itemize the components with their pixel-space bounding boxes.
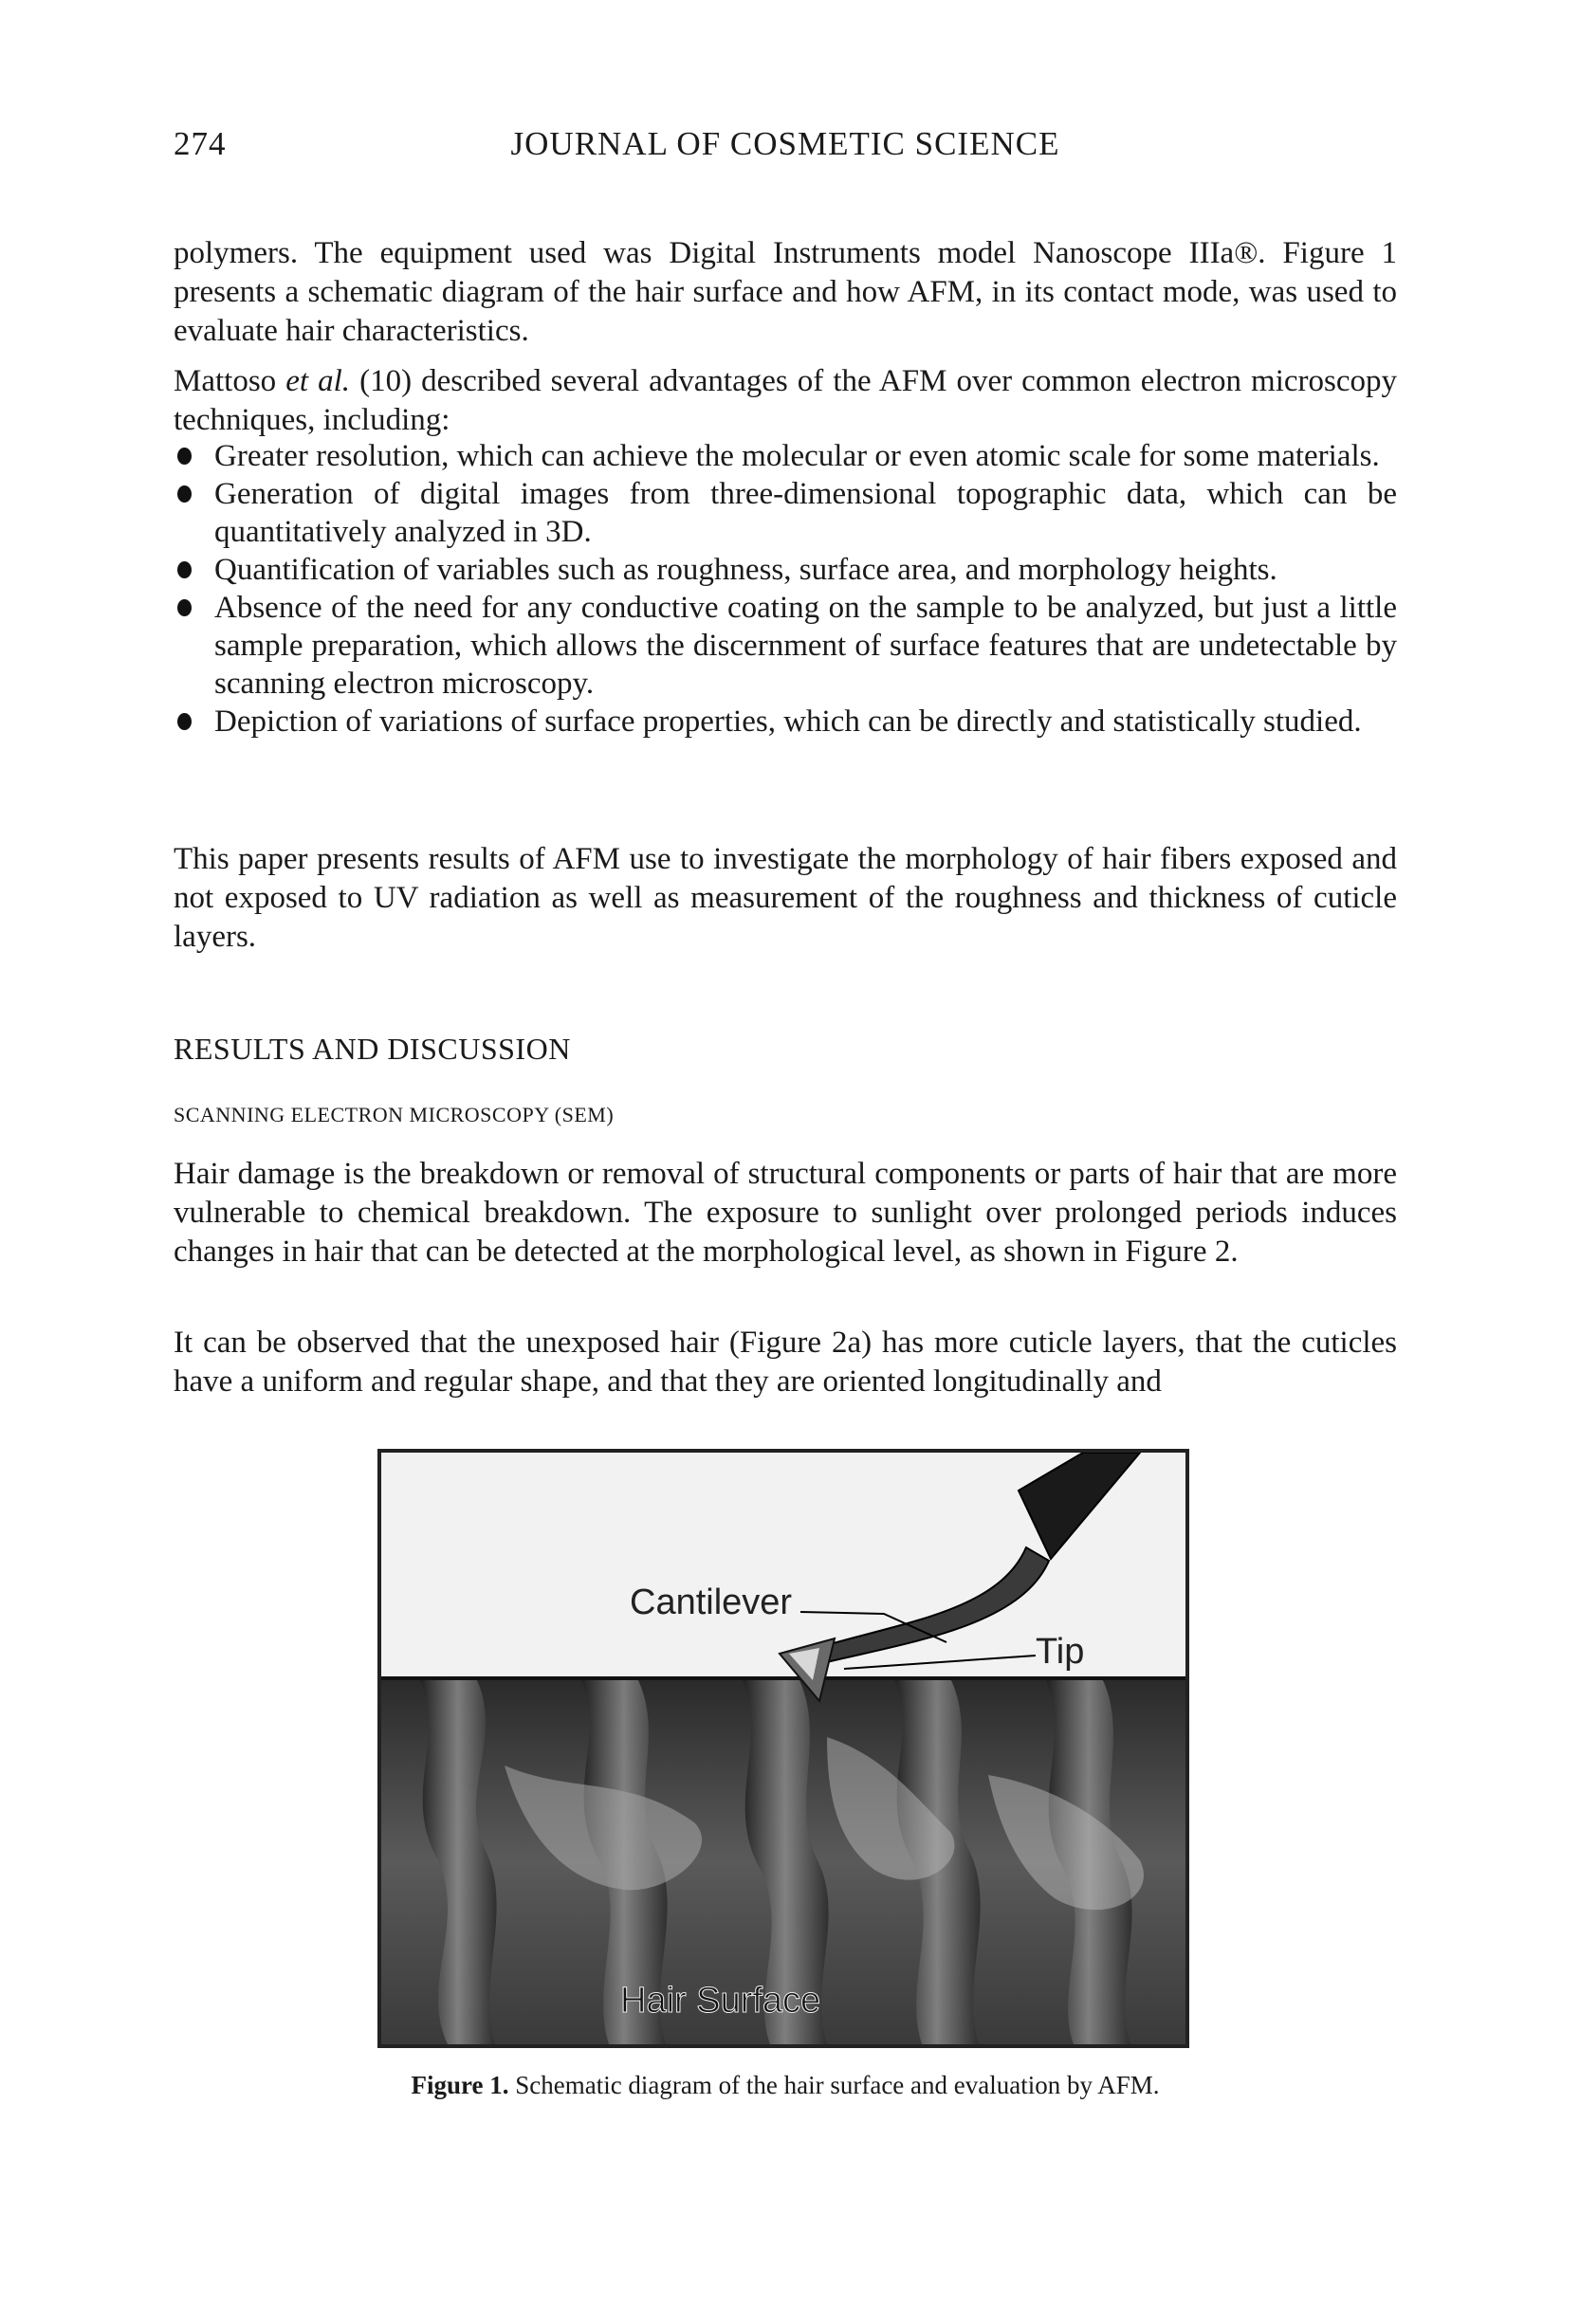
list-item bbox=[174, 551, 1397, 589]
subsection-heading: SCANNING ELECTRON MICROSCOPY (SEM) bbox=[174, 1103, 615, 1126]
caption-label: Figure 1. bbox=[411, 2071, 509, 2099]
list-item bbox=[174, 703, 1397, 741]
list-item-text: Greater resolution, which can achieve the molecular or even atomic scale for some materials. bbox=[214, 439, 1380, 473]
paragraph-this-paper bbox=[174, 840, 1397, 957]
cantilever-label: Cantilever bbox=[630, 1583, 793, 1622]
paragraph-mattoso-text bbox=[174, 362, 1397, 440]
list-item bbox=[174, 437, 1397, 475]
paragraph-observed bbox=[174, 1324, 1397, 1401]
figure-afm-schematic bbox=[377, 1449, 1189, 2048]
bullet-icon bbox=[177, 561, 192, 578]
list-item-text: Generation of digital images from three-dimensional topographic data, which can be quantitatively analyzed in 3D. bbox=[214, 477, 1397, 549]
list-item bbox=[174, 589, 1397, 703]
section-heading: RESULTS AND DISCUSSION bbox=[174, 1032, 571, 1066]
bullet-icon bbox=[177, 485, 192, 503]
afm-schematic-diagram bbox=[381, 1453, 1185, 2044]
paragraph-intro-text: polymers. The equipment used was Digital Instruments model Nanoscope IIIa®. Figure 1 presents a schematic diagram of the hair surface and how AFM, in its contact mode, was used to evaluate hair characteristics. bbox=[174, 236, 1397, 348]
bullet-icon bbox=[177, 713, 192, 730]
running-title: JOURNAL OF COSMETIC SCIENCE bbox=[510, 125, 1060, 162]
paragraph-hair-damage-text: Hair damage is the breakdown or removal of structural components or parts of hair that are more vulnerable to chemical breakdown. The exposure to sunlight over prolonged periods induces changes in hair that can be detected at the morphological level, as shown in Figure 2. bbox=[174, 1157, 1397, 1269]
paragraph-hair-damage bbox=[174, 1155, 1397, 1272]
caption-text: Schematic diagram of the hair surface and evaluation by AFM. bbox=[508, 2071, 1160, 2099]
author-name: Mattoso bbox=[174, 364, 277, 398]
bullet-icon bbox=[177, 599, 192, 616]
tip-label: Tip bbox=[1036, 1632, 1085, 1672]
hair-surface-label: Hair Surface bbox=[620, 1981, 821, 2021]
figure-caption bbox=[174, 2071, 1397, 2100]
paragraph-observed-text: It can be observed that the unexposed hair (Figure 2a) has more cuticle layers, that the cuticles have a uniform and regular shape, and that they are oriented longitudinally and bbox=[174, 1326, 1397, 1399]
list-item-text: Absence of the need for any conductive coating on the sample to be analyzed, but just a little sample preparation, which allows the discernment of surface features that are undetectable by scanning electron microscopy. bbox=[214, 591, 1397, 701]
list-item-text: Depiction of variations of surface properties, which can be directly and statistically studied. bbox=[214, 705, 1362, 739]
advantages-list bbox=[174, 437, 1397, 741]
list-item bbox=[174, 475, 1397, 551]
paragraph-this-paper-text: This paper presents results of AFM use to investigate the morphology of hair fibers exposed and not exposed to UV radiation as well as measurement of the roughness and thickness of cuticle layers. bbox=[174, 842, 1397, 954]
bullet-icon bbox=[177, 448, 192, 465]
et-al: et al. bbox=[285, 364, 351, 398]
page-number: 274 bbox=[174, 125, 227, 162]
page-header bbox=[174, 125, 1397, 173]
list-item-text: Quantification of variables such as roughness, surface area, and morphology heights. bbox=[214, 553, 1277, 587]
paragraph-mattoso bbox=[174, 362, 1397, 440]
paragraph-intro bbox=[174, 234, 1397, 351]
paragraph-mattoso-rest: (10) described several advantages of the AFM over common electron microscopy techniques, including: bbox=[174, 364, 1397, 437]
